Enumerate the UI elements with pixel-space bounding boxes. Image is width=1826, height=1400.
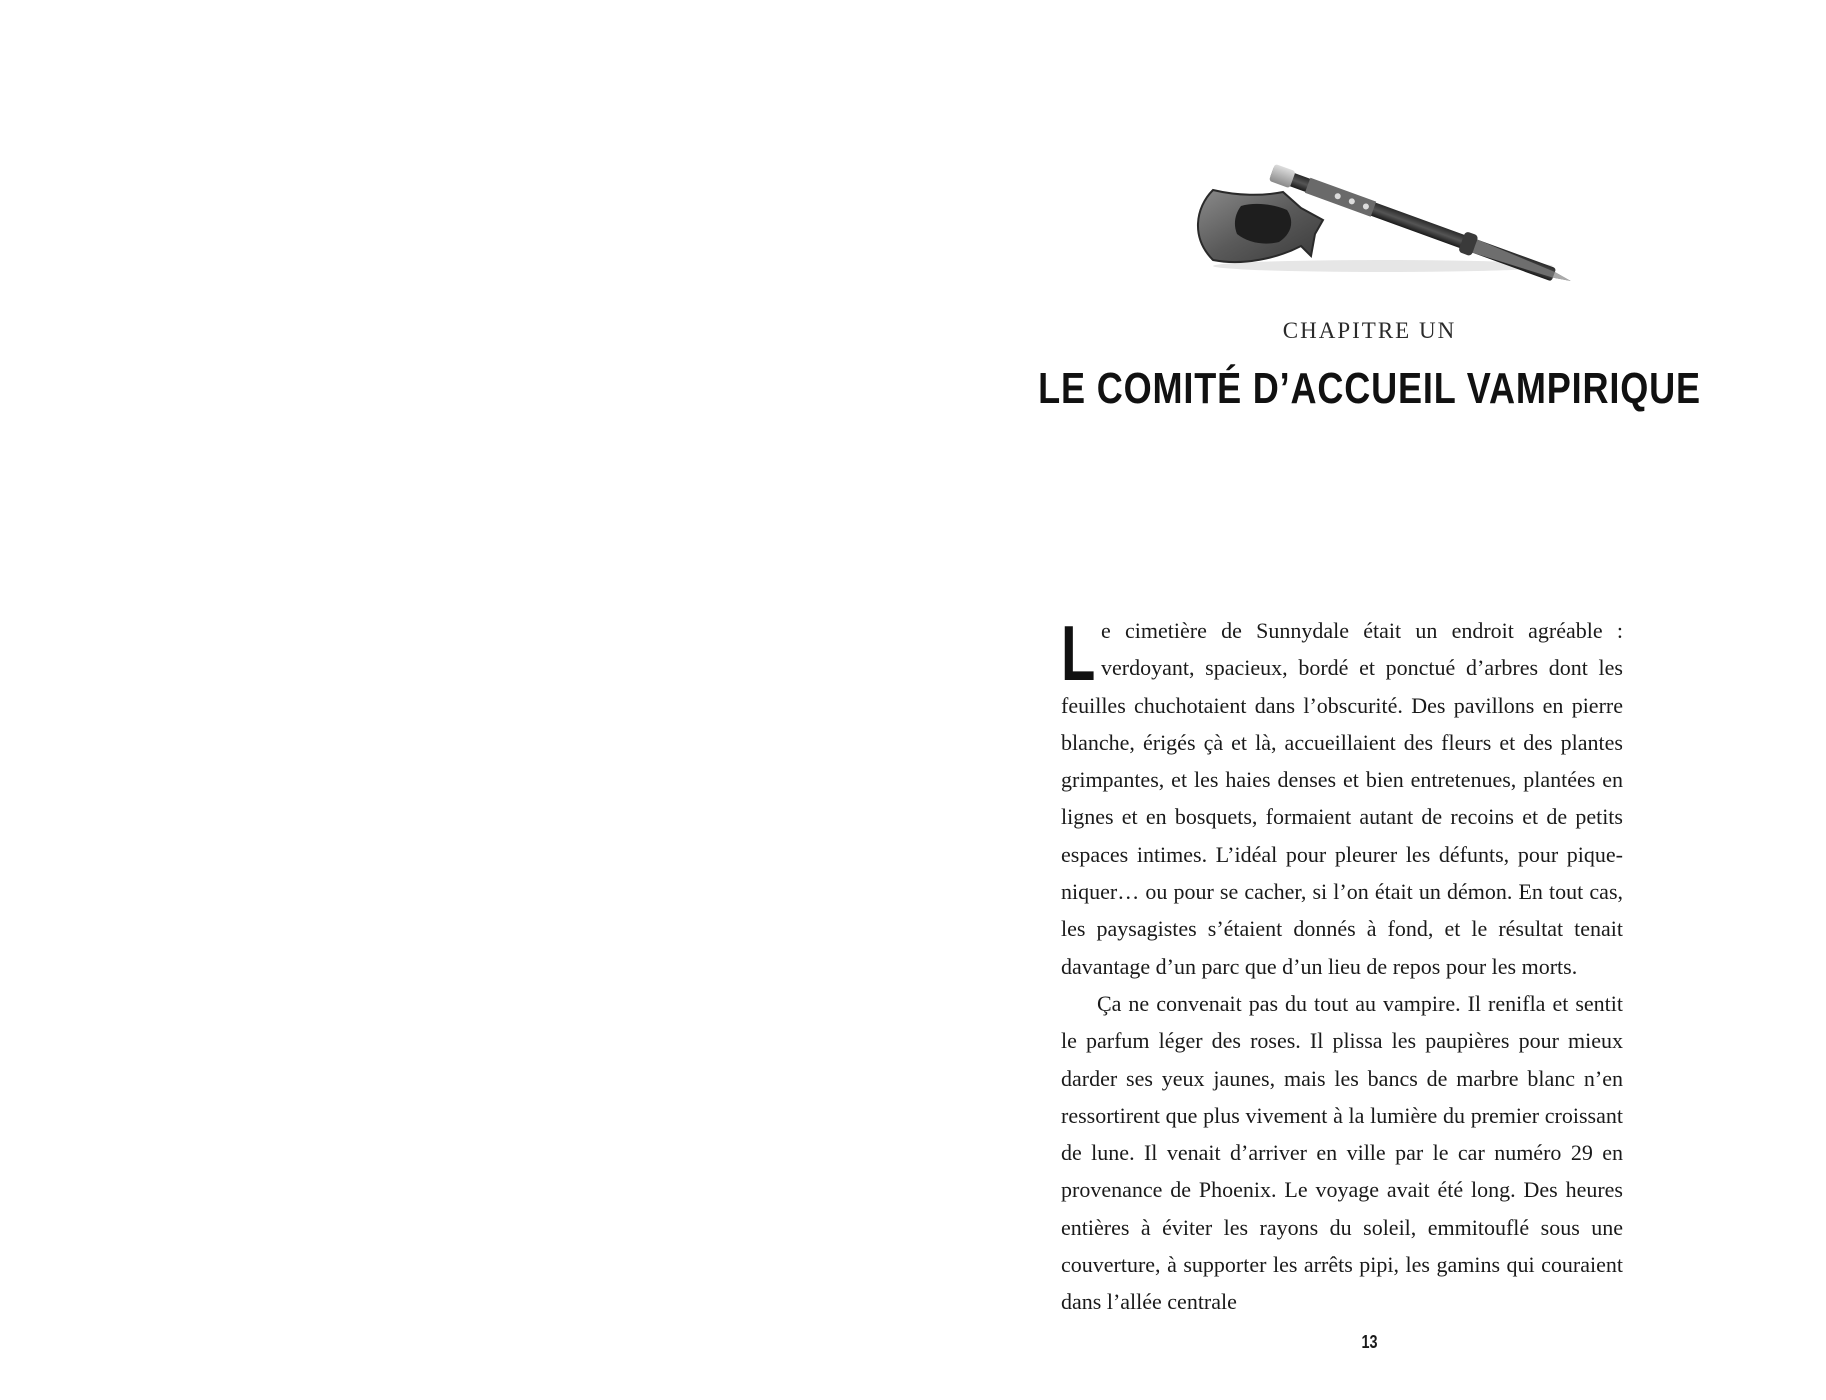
battle-axe-icon bbox=[1183, 138, 1583, 298]
chapter-label: CHAPITRE UN bbox=[1282, 318, 1457, 343]
drop-cap: L bbox=[1061, 609, 1096, 697]
right-page bbox=[913, 0, 1826, 1400]
paragraph-1-text: e cimetière de Sunnydale était un endroit agréable : verdoyant, spacieux, bordé et ponctué d’arbres dont les feuilles chuchotaient dans l’obscurité. Des pavillons en pierre blanche, érigés çà et là, accueillaient des fleurs et des plantes grimpantes, et les haies denses et bien entretenues, plantées en lignes et en bosquets, formaient autant de recoins et de petits espaces intimes. L’idéal pour pleurer les défunts, pour pique-niquer… ou pour se cacher, si l’on était un démon. En tout cas, les paysagistes s’étaient donnés à fond, et le résultat tenait davantage d’un parc que d’un lieu de repos pour les morts. bbox=[1061, 618, 1623, 979]
page-number: 13 bbox=[1361, 1332, 1378, 1352]
paragraph bbox=[1061, 609, 1623, 985]
chapter-title: LE COMITÉ D’ACCUEIL VAMPIRIQUE bbox=[1038, 364, 1701, 413]
chapter-body bbox=[1061, 609, 1623, 1321]
paragraph: Ça ne convenait pas du tout au vampire. Il renifla et sentit le parfum léger des roses. Il plissa les paupières pour mieux darder ses yeux jaunes, mais les bancs de marbre blanc n’en ressortirent que plus vivement à la lumière du premier croissant de lune. Il venait d’arriver en ville par le car numéro 29 en provenance de Phoenix. Le voyage avait été long. Des heures entières à éviter les rayons du soleil, emmitouflé sous une couverture, à supporter les arrêts pipi, les gamins qui couraient dans l’allée centrale bbox=[1061, 990, 1623, 1315]
